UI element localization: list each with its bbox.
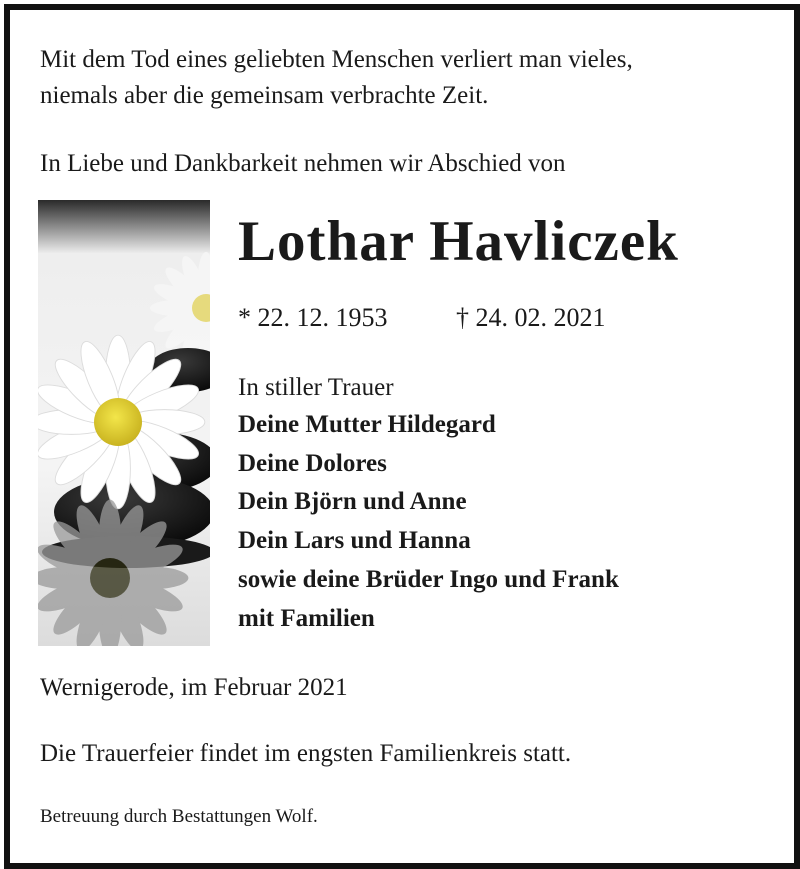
mourners-list (238, 406, 619, 638)
mourner: Deine Dolores (238, 449, 387, 477)
mourner: Dein Björn und Anne (238, 488, 467, 516)
funeral-home-note: Betreuung durch Bestattungen Wolf. (40, 806, 318, 827)
mourner: Deine Mutter Hildegard (238, 411, 496, 438)
intro-quote-line-1: Mit dem Tod eines geliebten Menschen verliert man vieles, (40, 46, 633, 73)
daisy-photo (38, 200, 210, 646)
place-date: Wernigerode, im Februar 2021 (40, 674, 348, 701)
farewell-line: In Liebe und Dankbarkeit nehmen wir Abschied von (40, 150, 566, 177)
death-date: † 24. 02. 2021 (456, 303, 606, 332)
birth-date: * 22. 12. 1953 (238, 303, 388, 332)
mourning-intro: In stiller Trauer (238, 374, 394, 401)
mourner: sowie deine Brüder Ingo und Frank (238, 565, 619, 593)
deceased-name: Lothar Havliczek (238, 210, 679, 273)
intro-quote-line-2: niemals aber die gemeinsam verbrachte Zeit. (40, 82, 489, 109)
mourner: Dein Lars und Hanna (238, 527, 471, 555)
obituary-notice (4, 4, 800, 869)
service-note: Die Trauerfeier findet im engsten Familienkreis statt. (40, 740, 572, 767)
mourner: mit Familien (238, 604, 375, 632)
